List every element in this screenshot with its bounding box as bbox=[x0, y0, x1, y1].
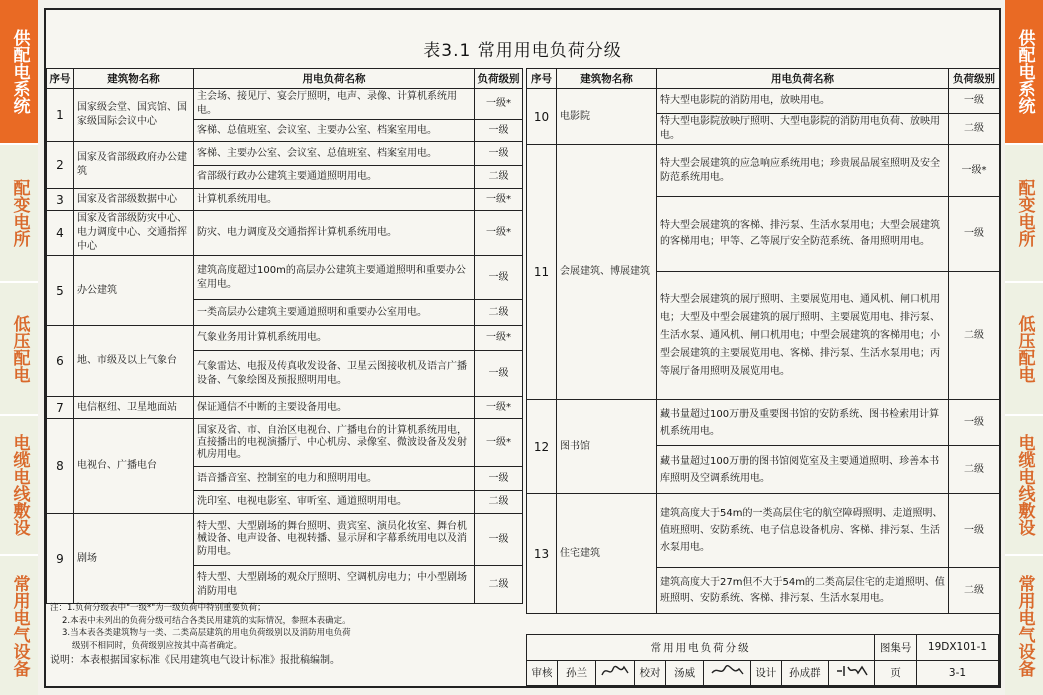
row-level: 一级* bbox=[475, 211, 523, 256]
tab-label: 电缆电线敷设 bbox=[9, 434, 30, 536]
row-load: 藏书量超过100万册及重要图书馆的安防系统、图书检索用计算机系统用电。 bbox=[657, 400, 949, 446]
title-block bbox=[526, 634, 999, 686]
drawing-sheet bbox=[44, 8, 1001, 688]
row-building: 国家及省部级政府办公建筑 bbox=[74, 142, 194, 189]
atlas-label: 图集号 bbox=[875, 635, 917, 661]
row-load: 特大型电影院的消防用电，放映用电。 bbox=[657, 89, 949, 114]
row-load: 主会场、接见厅、宴会厅照明，电声、录像、计算机系统用电。 bbox=[194, 89, 475, 120]
header-level: 负荷级别 bbox=[949, 69, 1000, 89]
row-seq: 12 bbox=[527, 400, 557, 494]
tab-cable-right[interactable] bbox=[1005, 414, 1043, 554]
row-level: 一级 bbox=[949, 400, 1000, 446]
row-seq: 5 bbox=[47, 256, 74, 326]
row-level: 一级 bbox=[475, 467, 523, 491]
note-3: 3.当本表各类建筑物与一类、二类高层建筑的用电负荷级别以及消防用电负荷 bbox=[62, 628, 351, 638]
row-building: 国家及省部级防灾中心、电力调度中心、交通指挥中心 bbox=[74, 211, 194, 256]
tab-substation-right[interactable] bbox=[1005, 143, 1043, 281]
tab-label: 低压配电 bbox=[1014, 314, 1035, 383]
side-tabs-right bbox=[1005, 0, 1043, 695]
atlas-number: 19DX101-1 bbox=[916, 635, 998, 661]
row-load: 建筑高度超过100m的高层办公建筑主要通道照明和重要办公室用电。 bbox=[194, 256, 475, 300]
tab-power-supply[interactable] bbox=[0, 0, 38, 143]
row-load: 特大型会展建筑的展厅照明、主要展览用电、通风机、闸口机用电；大型及中型会展建筑的展厅照明、主要展览用电、排污泵、生活水泵、通风机、闸口机用电；中型会展建筑的客梯用电；小型会展建筑的主要展览用电、客梯、排污泵、生活水泵用电；丙等展厅备用照明及展览用电。 bbox=[657, 272, 949, 400]
row-load: 洗印室、电视电影室、审听室、通道照明用电。 bbox=[194, 491, 475, 514]
row-load: 藏书量超过100万册的图书馆阅览室及主要通道照明、珍善本书库照明及空调系统用电。 bbox=[657, 446, 949, 494]
load-table-left bbox=[46, 68, 523, 604]
header-load: 用电负荷名称 bbox=[194, 69, 475, 89]
row-level: 一级 bbox=[475, 142, 523, 166]
tab-power-supply-right[interactable] bbox=[1005, 0, 1043, 143]
row-building: 国家及省部级数据中心 bbox=[74, 189, 194, 211]
tab-label: 供配电系统 bbox=[1014, 29, 1035, 114]
review-label: 审核 bbox=[527, 660, 558, 686]
signature-icon bbox=[834, 663, 870, 679]
row-load: 建筑高度大于54m的一类高层住宅的航空障碍照明、走道照明、值班照明、安防系统、电子信息设备机房、客梯、排污泵、生活水泵用电。 bbox=[657, 494, 949, 568]
row-load: 气象业务用计算机系统用电。 bbox=[194, 326, 475, 351]
tab-label: 常用电气设备 bbox=[1014, 574, 1035, 677]
row-building: 国家级会堂、国宾馆、国家级国际会议中心 bbox=[74, 89, 194, 142]
row-load: 防灾、电力调度及交通指挥计算机系统用电。 bbox=[194, 211, 475, 256]
row-load: 国家及省、市、自治区电视台、广播电台的计算机系统用电，直接播出的电视演播厅、中心机房、录像室、微波设备及发射机房用电。 bbox=[194, 419, 475, 467]
row-load: 气象雷达、电报及传真收发设备、卫星云图接收机及语言广播设备、气象绘图及预报照明用电。 bbox=[194, 351, 475, 397]
tab-label: 常用电气设备 bbox=[9, 574, 30, 677]
row-level: 一级* bbox=[475, 89, 523, 120]
row-level: 一级* bbox=[475, 189, 523, 211]
row-level: 一级* bbox=[475, 326, 523, 351]
row-load: 客梯、主要办公室、会议室、总值班室、档案室用电。 bbox=[194, 142, 475, 166]
note-2: 2.本表中未列出的负荷分级可结合各类民用建筑的实际情况，参照本表确定。 bbox=[62, 615, 351, 626]
table-title: 表3.1 常用用电负荷分级 bbox=[423, 41, 622, 61]
row-seq: 6 bbox=[47, 326, 74, 397]
tab-equipment[interactable] bbox=[0, 554, 38, 695]
signature-icon bbox=[600, 663, 630, 679]
designer-name: 孙成群 bbox=[781, 660, 828, 686]
row-level: 二级 bbox=[475, 566, 523, 604]
row-load: 特大型会展建筑的应急响应系统用电；珍贵展品展室照明及安全防范系统用电。 bbox=[657, 145, 949, 197]
row-seq: 10 bbox=[527, 89, 557, 145]
row-building: 电视台、广播电台 bbox=[74, 419, 194, 514]
signature-icon bbox=[709, 663, 745, 679]
row-building: 电信枢纽、卫星地面站 bbox=[74, 397, 194, 419]
row-level: 二级 bbox=[475, 300, 523, 326]
row-building: 电影院 bbox=[557, 89, 657, 145]
row-level: 一级 bbox=[475, 514, 523, 566]
row-seq: 9 bbox=[47, 514, 74, 604]
row-level: 一级* bbox=[475, 397, 523, 419]
note-1: 注：1.负荷分级表中"一级*"为一级负荷中特别重要负荷； bbox=[50, 603, 266, 613]
design-label: 设计 bbox=[750, 660, 781, 686]
row-level: 一级* bbox=[949, 145, 1000, 197]
row-level: 一级 bbox=[949, 89, 1000, 114]
tab-label: 配变电所 bbox=[1014, 179, 1035, 247]
row-level: 一级 bbox=[475, 351, 523, 397]
row-seq: 7 bbox=[47, 397, 74, 419]
note-3b: 级别不相同时，负荷级别应按其中高者确定。 bbox=[72, 640, 243, 651]
row-level: 二级 bbox=[475, 491, 523, 514]
row-building: 住宅建筑 bbox=[557, 494, 657, 614]
side-tabs-left bbox=[0, 0, 38, 695]
tab-low-voltage[interactable] bbox=[0, 281, 38, 414]
row-seq: 8 bbox=[47, 419, 74, 514]
page-label: 页 bbox=[875, 660, 917, 686]
tab-low-voltage-right[interactable] bbox=[1005, 281, 1043, 414]
row-level: 一级 bbox=[949, 494, 1000, 568]
row-load: 客梯、总值班室、会议室、主要办公室、档案室用电。 bbox=[194, 120, 475, 142]
header-level: 负荷级别 bbox=[475, 69, 523, 89]
row-level: 二级 bbox=[949, 114, 1000, 145]
row-building: 剧场 bbox=[74, 514, 194, 604]
row-seq: 3 bbox=[47, 189, 74, 211]
row-load: 特大型电影院放映厅照明、大型电影院的消防用电负荷、放映用电。 bbox=[657, 114, 949, 145]
checker-signature bbox=[704, 660, 751, 686]
row-level: 一级 bbox=[949, 197, 1000, 272]
header-seq: 序号 bbox=[47, 69, 74, 89]
row-load: 建筑高度大于27m但不大于54m的二类高层住宅的走道照明、值班照明、安防系统、客梯、排污泵、生活水泵用电。 bbox=[657, 568, 949, 614]
row-level: 二级 bbox=[949, 568, 1000, 614]
row-load: 一类高层办公建筑主要通道照明和重要办公室用电。 bbox=[194, 300, 475, 326]
header-building: 建筑物名称 bbox=[74, 69, 194, 89]
row-level: 一级 bbox=[475, 120, 523, 142]
tab-label: 电缆电线敷设 bbox=[1014, 434, 1035, 536]
row-load: 省部级行政办公建筑主要通道照明用电。 bbox=[194, 166, 475, 189]
tab-label: 配变电所 bbox=[9, 179, 30, 247]
explanation: 说明：本表根据国家标准《民用建筑电气设计标准》报批稿编制。 bbox=[50, 655, 340, 666]
row-load: 特大型会展建筑的客梯、排污泵、生活水泵用电；大型会展建筑的客梯用电；甲等、乙等展厅安全防范系统、备用照明用电。 bbox=[657, 197, 949, 272]
notes bbox=[50, 602, 520, 668]
row-seq: 4 bbox=[47, 211, 74, 256]
row-load: 保证通信不中断的主要设备用电。 bbox=[194, 397, 475, 419]
page-number: 3-1 bbox=[916, 660, 998, 686]
row-load: 特大型、大型剧场的舞台照明、贵宾室、演员化妆室、舞台机械设备、电声设备、电视转播、显示屏和字幕系统用电以及消防用电。 bbox=[194, 514, 475, 566]
row-level: 一级 bbox=[475, 256, 523, 300]
row-level: 二级 bbox=[475, 166, 523, 189]
row-load: 计算机系统用电。 bbox=[194, 189, 475, 211]
row-building: 地、市级及以上气象台 bbox=[74, 326, 194, 397]
check-label: 校对 bbox=[635, 660, 666, 686]
tab-substation[interactable] bbox=[0, 143, 38, 281]
load-table-right bbox=[526, 68, 1000, 614]
row-load: 特大型、大型剧场的观众厅照明、空调机房电力；中小型剧场消防用电 bbox=[194, 566, 475, 604]
reviewer-name: 孙兰 bbox=[558, 660, 596, 686]
drawing-title: 常用用电负荷分级 bbox=[527, 635, 875, 661]
row-seq: 2 bbox=[47, 142, 74, 189]
reviewer-signature bbox=[596, 660, 635, 686]
row-seq: 11 bbox=[527, 145, 557, 400]
row-seq: 13 bbox=[527, 494, 557, 614]
row-building: 会展建筑、博展建筑 bbox=[557, 145, 657, 400]
header-building: 建筑物名称 bbox=[557, 69, 657, 89]
tab-label: 低压配电 bbox=[9, 314, 30, 383]
row-load: 语音播音室、控制室的电力和照明用电。 bbox=[194, 467, 475, 491]
row-level: 二级 bbox=[949, 446, 1000, 494]
designer-signature bbox=[828, 660, 875, 686]
row-building: 办公建筑 bbox=[74, 256, 194, 326]
row-seq: 1 bbox=[47, 89, 74, 142]
tab-cable[interactable] bbox=[0, 414, 38, 554]
row-level: 一级* bbox=[475, 419, 523, 467]
tab-label: 供配电系统 bbox=[9, 29, 30, 114]
row-level: 二级 bbox=[949, 272, 1000, 400]
header-load: 用电负荷名称 bbox=[657, 69, 949, 89]
checker-name: 汤威 bbox=[666, 660, 704, 686]
header-seq: 序号 bbox=[527, 69, 557, 89]
row-building: 图书馆 bbox=[557, 400, 657, 494]
tab-equipment-right[interactable] bbox=[1005, 554, 1043, 695]
